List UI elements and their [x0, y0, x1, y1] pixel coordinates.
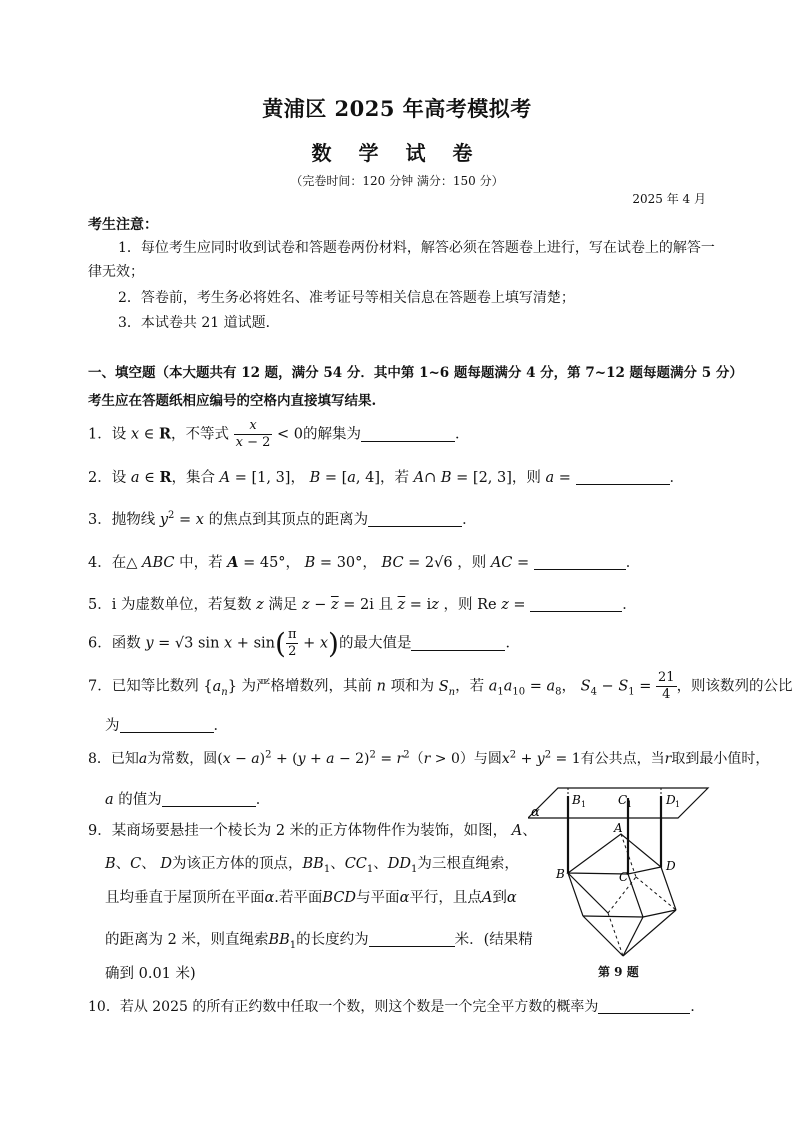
answer-blank-5[interactable]: [530, 595, 622, 612]
question-7: 7．已知等比数列 $\{a_n\}$ 为严格增数列，其前 n 项和为 $S_n$，若 $a_1a_{10} = a_8$， $S_4 - S_1$ = $\frac{21}{4}$ ，则该数列的公比: [88, 670, 793, 702]
question-5: 5．i 为虚数单位，若复数 z 满足 $z - \overline{z} = 2i$ 且 $\overline{z}$ = iz ，则 Re z = ．: [88, 597, 637, 613]
notice-heading: 考生注意：: [88, 217, 158, 233]
question-1: 1．设 x ∈ R，不等式 $\frac{x}{x - 2}$ < 0的解集为 ．: [88, 418, 470, 450]
label-d: D: [666, 859, 676, 873]
question-8-cont: a 的值为 ．: [105, 792, 271, 808]
question-7-cont: 为 ．: [105, 718, 228, 734]
answer-blank-3[interactable]: [368, 510, 462, 527]
cube-top-face: [568, 834, 661, 874]
question-9-line-5: 确到 0.01 米): [105, 966, 196, 982]
answer-blank-6[interactable]: [411, 634, 505, 651]
answer-blank-1[interactable]: [361, 425, 455, 442]
answer-blank-10[interactable]: [598, 997, 690, 1014]
answer-blank-2[interactable]: [576, 468, 670, 485]
svg-text:1: 1: [581, 800, 587, 809]
notice-item-1-cont: 律无效；: [88, 264, 144, 280]
label-d1: D: [666, 793, 676, 807]
question-9-line-4: 的距离为 2 米，则直绳索$BB_1$的长度约为 米．(结果精: [105, 932, 533, 951]
question-2: 2．设 a ∈ R，集合 A = [1, 3]， B = [a, 4]，若 A∩ B = [2, 3]，则 a = ．: [88, 469, 685, 486]
answer-blank-7[interactable]: [120, 716, 214, 733]
exam-time-info: （完卷时间：120 分钟 满分：150 分）: [290, 174, 504, 188]
svg-text:1: 1: [675, 800, 681, 809]
question-9-line-2: B、C、 D为该正方体的顶点，$BB_1$、$CC_1$、$DD_1$为三根直绳索，: [105, 856, 519, 875]
label-b: B: [556, 867, 565, 881]
answer-blank-4[interactable]: [534, 553, 626, 570]
notice-item-1: 1．每位考生应同时收到试卷和答题卷两份材料，解答必须在答题卷上进行，写在试卷上的解答一: [118, 240, 715, 256]
question-9-line-3: 且均垂直于屋顶所在平面α.若平面BCD与平面α平行，且点A到α: [105, 890, 517, 906]
question-6: 6．函数 y = √3 sin x + sin( $\frac{\pi}{2}$ + x)的最大值是 ．: [88, 627, 520, 660]
label-c: C: [619, 870, 629, 884]
figure-caption: 第 9 题: [598, 965, 639, 979]
section-1-heading: 一、填空题（本大题共有 12 题，满分 54 分．其中第 1~6 题每题满分 4 分，第 7~12 题每题满分 5 分）: [88, 365, 743, 381]
exam-date: 2025 年 4 月: [632, 192, 706, 206]
label-a: A: [614, 821, 623, 835]
question-4: 4．在△ ABC 中，若 A = 45°， B = 30°， BC = 2√6 ，则 AC = ．: [88, 554, 641, 571]
notice-item-2: 2．答卷前，考生务必将姓名、准考证号等相关信息在答题卷上填写清楚；: [118, 290, 575, 306]
cube-figure: [528, 786, 718, 976]
question-8: 8．已知a为常数，圆$(x - a)^2 + (y + a - 2)^2 = r^2(r > 0)$与圆$x^2 + y^2 = 1$有公共点，当r取到最小值时，: [88, 749, 770, 767]
page-title: 黄浦区 2025 年高考模拟考: [262, 96, 532, 121]
svg-text:1: 1: [627, 800, 633, 809]
notice-item-3: 3．本试卷共 21 道试题．: [118, 315, 280, 331]
question-10: 10．若从 2025 的所有正约数中任取一个数，则这个数是一个完全平方数的概率为 ．: [88, 999, 705, 1015]
question-9-line-1: 9．某商场要悬挂一个棱长为 2 米的正方体物件作为装饰，如图， A、: [88, 823, 537, 839]
label-c1: C: [618, 793, 628, 807]
label-b1: B: [572, 793, 581, 807]
section-1-instruction: 考生应在答题纸相应编号的空格内直接填写结果.: [88, 393, 377, 409]
answer-blank-8[interactable]: [162, 790, 256, 807]
question-3: 3．抛物线 $y^2 = x$ 的焦点到其顶点的距离为 ．: [88, 510, 477, 528]
answer-blank-9[interactable]: [369, 930, 455, 947]
exam-subject: 数 学 试 卷: [311, 141, 483, 165]
label-alpha: α: [531, 805, 540, 820]
